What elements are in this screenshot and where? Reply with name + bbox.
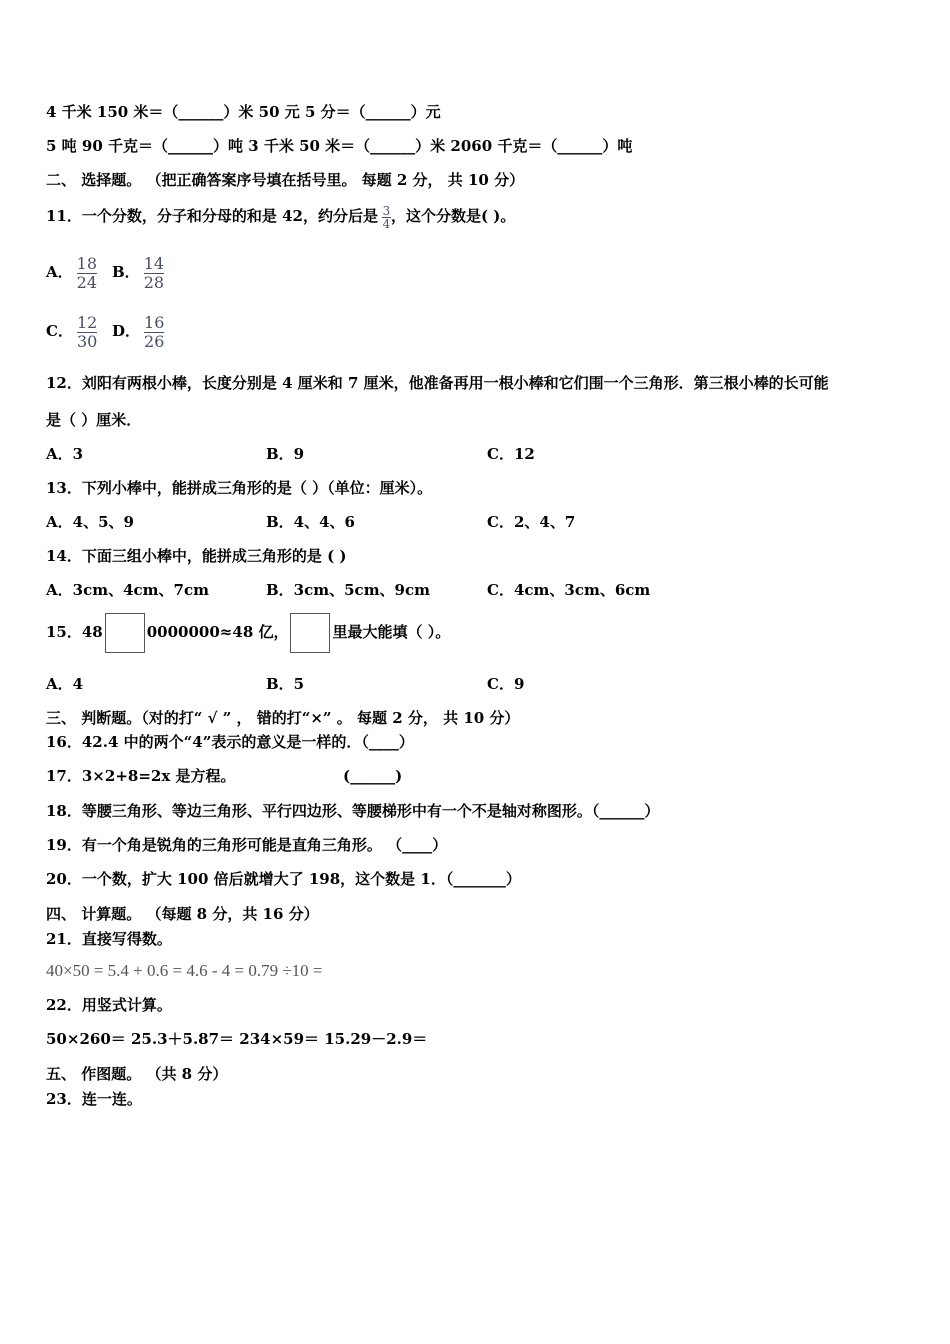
q15-option-b[interactable]: B．5	[266, 675, 305, 693]
question-21: 21．直接写得数。	[46, 930, 172, 948]
question-14: 14．下面三组小棒中，能拼成三角形的是 ( )	[46, 547, 347, 565]
question-11	[46, 198, 515, 234]
question-15: 15．48 0000000≈48 亿， 里最大能填（ ）。	[46, 612, 450, 653]
fraction: $\frac{12}{30}$	[76, 312, 98, 351]
unit-conversion-line-2: 5 吨 90 千克＝（______）吨 3 千米 50 米＝（______）米 2060 千克＝（______）吨	[46, 137, 633, 155]
q13-option-b[interactable]: B．4、4、6	[266, 513, 355, 531]
answer-box[interactable]	[105, 613, 145, 653]
question-20: 20．一个数，扩大 100 倍后就增大了 198，这个数是 1．（_______）	[46, 870, 521, 888]
question-13: 13．下列小棒中，能拼成三角形的是（ ）（单位：厘米）。	[46, 479, 433, 497]
q15-option-c[interactable]: C．9	[487, 675, 525, 693]
question-11-tail: ，这个分数是( )。	[390, 207, 516, 225]
unit-conversion-line-1: 4 千米 150 米＝（______）米 50 元 5 分＝（______）元	[46, 103, 441, 121]
question-23: 23．连一连。	[46, 1090, 142, 1108]
q11-option-b[interactable]: B． $\frac{14}{28}$	[112, 253, 165, 292]
question-18: 18．等腰三角形、等边三角形、平行四边形、等腰梯形中有一个不是轴对称图形。（______）	[46, 802, 660, 820]
question-22: 22．用竖式计算。	[46, 996, 172, 1014]
q13-option-c[interactable]: C．2、4、7	[487, 513, 576, 531]
question-21-expressions: 40×50 = 5.4 + 0.6 = 4.6 - 4 = 0.79 ÷10 =	[46, 961, 323, 980]
question-17: 17．3×2+8=2x 是方程。	[46, 767, 236, 785]
question-19: 19．有一个角是锐角的三角形可能是直角三角形。 （____）	[46, 836, 448, 854]
fraction: $\frac{18}{24}$	[76, 253, 97, 292]
question-12-line-2: 是（ ）厘米．	[46, 411, 142, 429]
section-5-heading: 五、 作图题。 （共 8 分）	[46, 1065, 228, 1083]
q11-option-d[interactable]: D． $\frac{16}{26}$	[112, 312, 165, 351]
question-17-answer-blank[interactable]: (______)	[343, 767, 403, 785]
q13-option-a[interactable]: A．4、5、9	[46, 513, 134, 531]
q11-option-a[interactable]: A． $\frac{18}{24}$	[46, 253, 97, 292]
section-4-heading: 四、 计算题。 （每题 8 分，共 16 分）	[46, 905, 319, 923]
q14-option-b[interactable]: B．3cm、5cm、9cm	[266, 581, 431, 599]
fraction: $\frac{16}{26}$	[144, 312, 165, 351]
q12-option-c[interactable]: C．12	[487, 445, 535, 463]
q12-option-a[interactable]: A．3	[46, 445, 84, 463]
q15-option-a[interactable]: A．4	[46, 675, 84, 693]
fraction-three-quarters: $\frac{3}{4}$	[382, 203, 391, 231]
section-2-heading: 二、 选择题。 （把正确答案序号填在括号里。 每题 2 分， 共 10 分）	[46, 171, 525, 189]
answer-box[interactable]	[290, 613, 330, 653]
q14-option-c[interactable]: C．4cm、3cm、6cm	[487, 581, 651, 599]
question-12-line-1: 12．刘阳有两根小棒，长度分别是 4 厘米和 7 厘米，他准备再用一根小棒和它们围一个三角形．第三根小棒的长可能	[46, 374, 829, 392]
q12-option-b[interactable]: B．9	[266, 445, 305, 463]
question-11-text: 11．一个分数，分子和分母的和是 42，约分后是	[46, 207, 378, 225]
q11-option-c[interactable]: C． $\frac{12}{30}$	[46, 312, 98, 351]
q14-option-a[interactable]: A．3cm、4cm、7cm	[46, 581, 209, 599]
question-16: 16．42.4 中的两个“4”表示的意义是一样的．（____）	[46, 733, 414, 751]
fraction: $\frac{14}{28}$	[143, 253, 165, 292]
question-22-expressions: 50×260＝ 25.3＋5.87＝ 234×59＝ 15.29－2.9＝	[46, 1030, 428, 1048]
section-3-heading: 三、 判断题。（对的打“ √ ” ， 错的打“×” 。 每题 2 分， 共 10 分）	[46, 709, 520, 727]
